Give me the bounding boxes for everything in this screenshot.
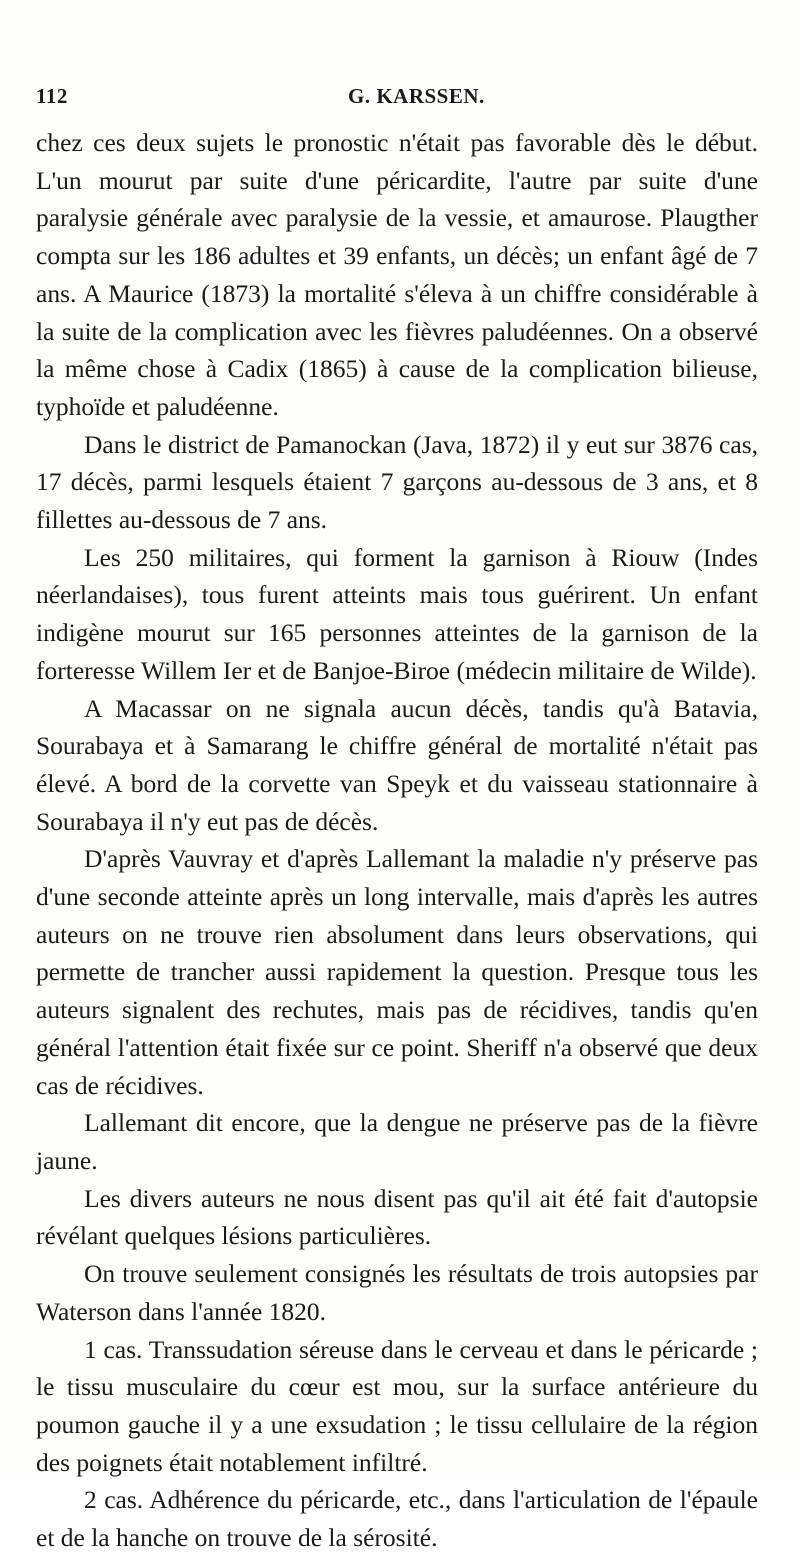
paragraph-waterson: On trouve seulement consignés les résultats de trois autopsies par Waterson dans l'année 1820.: [36, 1259, 758, 1326]
paragraph-continuation: chez ces deux sujets le pronostic n'était pas favorable dès le début. L'un mourut par suite d'une péricardite, l'autre par suite d'une paralysie générale avec paralysie de la vessie, et amaurose. Plaugther compta sur les 186 adultes et 39 enfants, un décès; un enfant âgé de 7 ans. A Maurice (1873) la mortalité s'éleva à un chiffre considérable à la suite de la complication avec les fièvres paludéennes. On a observé la même chose à Cadix (1865) à cause de la complication bilieuse, typhoïde et paludéenne.: [36, 128, 758, 421]
paragraph-pamanockan: Dans le district de Pamanockan (Java, 1872) il y eut sur 3876 cas, 17 décès, parmi lesquels étaient 7 garçons au-dessous de 3 ans, et 8 fillettes au-dessous de 7 ans.: [36, 429, 758, 535]
paragraph-autopsie: Les divers auteurs ne nous disent pas qu'il ait été fait d'autopsie révélant quelques lésions particulières.: [36, 1183, 758, 1251]
running-head: G. KARSSEN.: [348, 84, 485, 108]
paragraph-recidives: D'après Vauvray et d'après Lallemant la maladie n'y préserve pas d'une seconde atteinte après un long intervalle, mais d'après les autres auteurs on ne trouve rien absolument dans leurs observations, qui permette de trancher aussi rapidement la question. Presque tous les auteurs signalent des rechutes, mais pas de récidives, tandis qu'en général l'attention était fixée sur ce point. Sheriff n'a observé que deux cas de récidives.: [36, 844, 758, 1100]
paragraph-dengue-fievre-jaune: Lallemant dit encore, que la dengue ne préserve pas de la fièvre jaune.: [36, 1108, 758, 1175]
body-text: [36, 124, 758, 1557]
paragraph-macassar: A Macassar on ne signala aucun décès, tandis qu'à Batavia, Sourabaya et à Samarang le chiffre général de mortalité n'était pas élevé. A bord de la corvette van Speyk et du vaisseau stationnaire à Sourabaya il n'y eut pas de décès.: [36, 693, 758, 836]
paragraph-riouw: Les 250 militaires, qui forment la garnison à Riouw (Indes néerlandaises), tous furent atteints mais tous guérirent. Un enfant indigène mourut sur 165 personnes atteintes de la garnison de la forteresse Willem Ier et de Banjoe-Biroe (médecin militaire de Wilde).: [36, 542, 758, 685]
page-number: 112: [36, 84, 68, 108]
paragraph-cas-2: 2 cas. Adhérence du péricarde, etc., dans l'articulation de l'épaule et de la hanche on trouve de la sérosité.: [36, 1485, 758, 1553]
page-header: [36, 84, 756, 112]
paragraph-cas-1: 1 cas. Transsudation séreuse dans le cerveau et dans le péricarde ; le tissu musculaire du cœur est mou, sur la surface antérieure du poumon gauche il y a une exsudation ; le tissu cellulaire de la région des poignets était notablement infiltré.: [36, 1334, 758, 1477]
